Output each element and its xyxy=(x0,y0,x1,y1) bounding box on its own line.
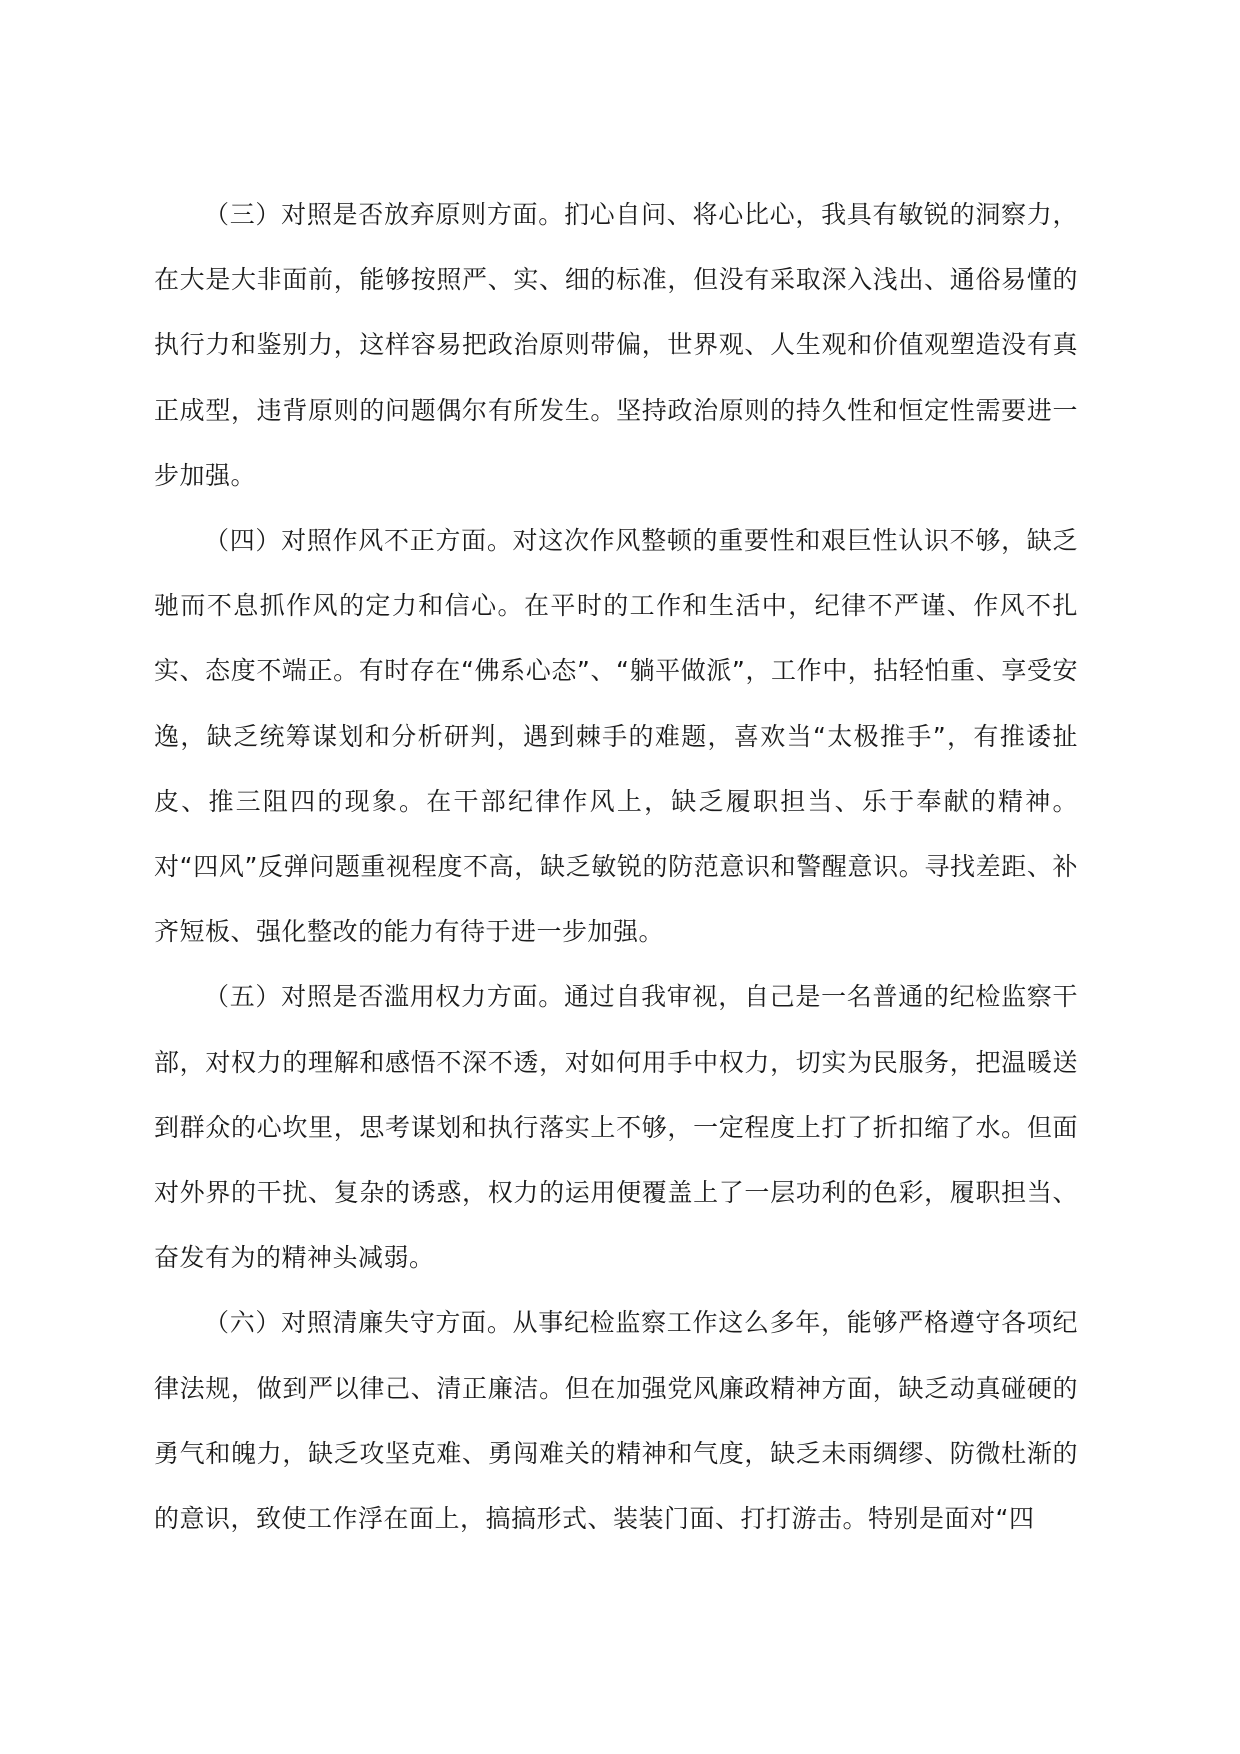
paragraph-power-abuse: （五）对照是否滥用权力方面。通过自我审视，自己是一名普通的纪检监察干部，对权力的理解和感悟不深不透，对如何用手中权力，切实为民服务，把温暖送到群众的心坎里，思考谋划和执行落实上不够，一定程度上打了折扣缩了水。但面对外界的干扰、复杂的诱惑，权力的运用便覆盖上了一层功利的色彩，履职担当、奋发有为的精神头减弱。 xyxy=(154,982,1078,1273)
paragraph-integrity: （六）对照清廉失守方面。从事纪检监察工作这么多年，能够严格遵守各项纪律法规，做到严以律己、清正廉洁。但在加强党风廉政精神方面，缺乏动真碰硬的勇气和魄力，缺乏攻坚克难、勇闯难关的精神和气度，缺乏未雨绸缪、防微杜渐的的意识，致使工作浮在面上，搞搞形式、装装门面、打打游击。特别是面对“四 xyxy=(154,1308,1078,1534)
paragraph-work-style: （四）对照作风不正方面。对这次作风整顿的重要性和艰巨性认识不够，缺乏驰而不息抓作风的定力和信心。在平时的工作和生活中，纪律不严谨、作风不扎实、态度不端正。有时存在“佛系心态”、“躺平做派”，工作中，拈轻怕重、享受安逸，缺乏统筹谋划和分析研判，遇到棘手的难题，喜欢当“太极推手”，有推诿扯皮、推三阻四的现象。在干部纪律作风上，缺乏履职担当、乐于奉献的精神。对“四风”反弹问题重视程度不高，缺乏敏锐的防范意识和警醒意识。寻找差距、补齐短板、强化整改的能力有待于进一步加强。 xyxy=(154,526,1078,947)
document-body xyxy=(154,182,1078,1551)
paragraph-principle: （三）对照是否放弃原则方面。扪心自问、将心比心，我具有敏锐的洞察力，在大是大非面前，能够按照严、实、细的标准，但没有采取深入浅出、通俗易懂的执行力和鉴别力，这样容易把政治原则带偏，世界观、人生观和价值观塑造没有真正成型，违背原则的问题偶尔有所发生。坚持政治原则的持久性和恒定性需要进一步加强。 xyxy=(154,200,1078,490)
